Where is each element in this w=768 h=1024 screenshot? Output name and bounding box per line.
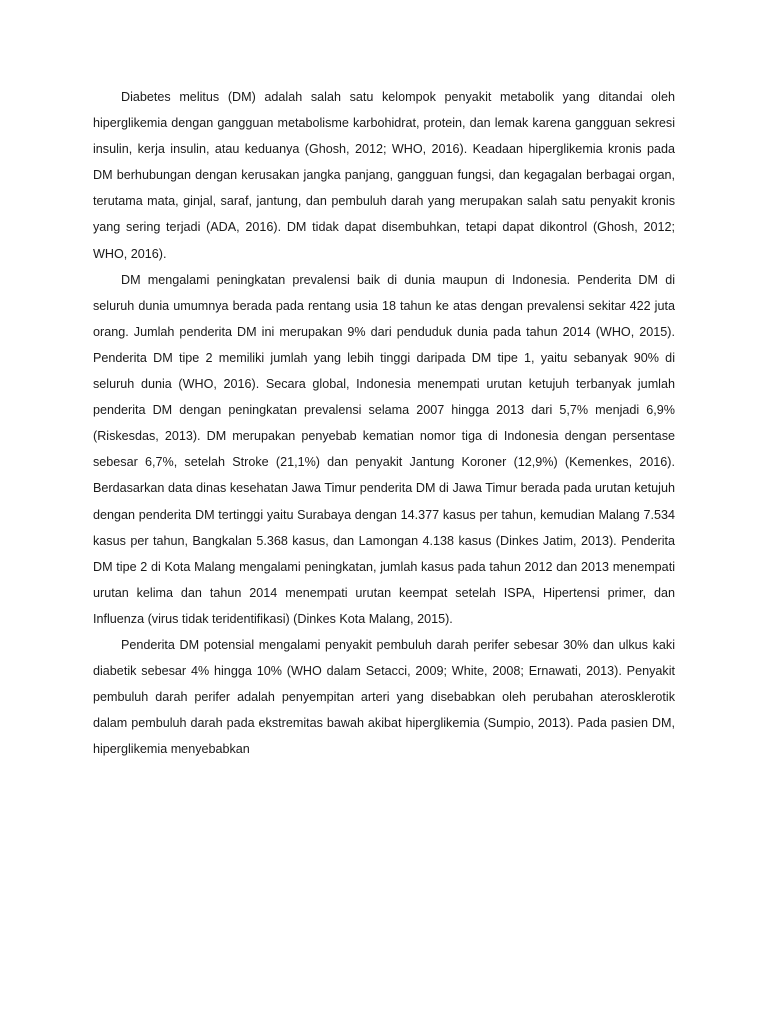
paragraph-1: Diabetes melitus (DM) adalah salah satu kelompok penyakit metabolik yang ditandai oleh hiperglikemia dengan gangguan metabolisme karbohidrat, protein, dan lemak karena gangguan sekresi insulin, kerja insulin, atau keduanya (Ghosh, 2012; WHO, 2016). Keadaan hiperglikemia kronis pada DM berhubungan dengan kerusakan jangka panjang, gangguan fungsi, dan kegagalan berbagai organ, terutama mata, ginjal, saraf, jantung, dan pembuluh darah yang merupakan salah satu penyakit kronis yang sering terjadi (ADA, 2016). DM tidak dapat disembuhkan, tetapi dapat dikontrol (Ghosh, 2012; WHO, 2016). bbox=[93, 90, 675, 261]
body-text bbox=[93, 84, 675, 762]
paragraph-3: Penderita DM potensial mengalami penyakit pembuluh darah perifer sebesar 30% dan ulkus kaki diabetik sebesar 4% hingga 10% (WHO dalam Setacci, 2009; White, 2008; Ernawati, 2013). Penyakit pembuluh darah perifer adalah penyempitan arteri yang disebabkan oleh perubahan aterosklerotik dalam pembuluh darah pada ekstremitas bawah akibat hiperglikemia (Sumpio, 2013). Pada pasien DM, hiperglikemia menyebabkan bbox=[93, 637, 675, 757]
paragraph-2: DM mengalami peningkatan prevalensi baik di dunia maupun di Indonesia. Penderita DM di seluruh dunia umumnya berada pada rentang usia 18 tahun ke atas dengan prevalensi sekitar 422 juta orang. Jumlah penderita DM ini merupakan 9% dari penduduk dunia pada tahun 2014 (WHO, 2015). Penderita DM tipe 2 memiliki jumlah yang lebih tinggi daripada DM tipe 1, yaitu sebanyak 90% di seluruh dunia (WHO, 2016). Secara global, Indonesia menempati urutan ketujuh terbanyak jumlah penderita DM dengan peningkatan prevalensi selama 2007 hingga 2013 dari 5,7% menjadi 6,9% (Riskesdas, 2013). DM merupakan penyebab kematian nomor tiga di Indonesia dengan persentase sebesar 6,7%, setelah Stroke (21,1%) dan penyakit Jantung Koroner (12,9%) (Kemenkes, 2016). Berdasarkan data dinas kesehatan Jawa Timur penderita DM di Jawa Timur berada pada urutan ketujuh dengan penderita DM tertinggi yaitu Surabaya dengan 14.377 kasus per tahun, kemudian Malang 7.534 kasus per tahun, Bangkalan 5.368 kasus, dan Lamongan 4.138 kasus (Dinkes Jatim, 2013). Penderita DM tipe 2 di Kota Malang mengalami peningkatan, jumlah kasus pada tahun 2012 dan 2013 menempati urutan kelima dan tahun 2014 menempati urutan keempat setelah ISPA, Hipertensi primer, dan Influenza (virus tidak teridentifikasi) (Dinkes Kota Malang, 2015). bbox=[93, 272, 675, 626]
